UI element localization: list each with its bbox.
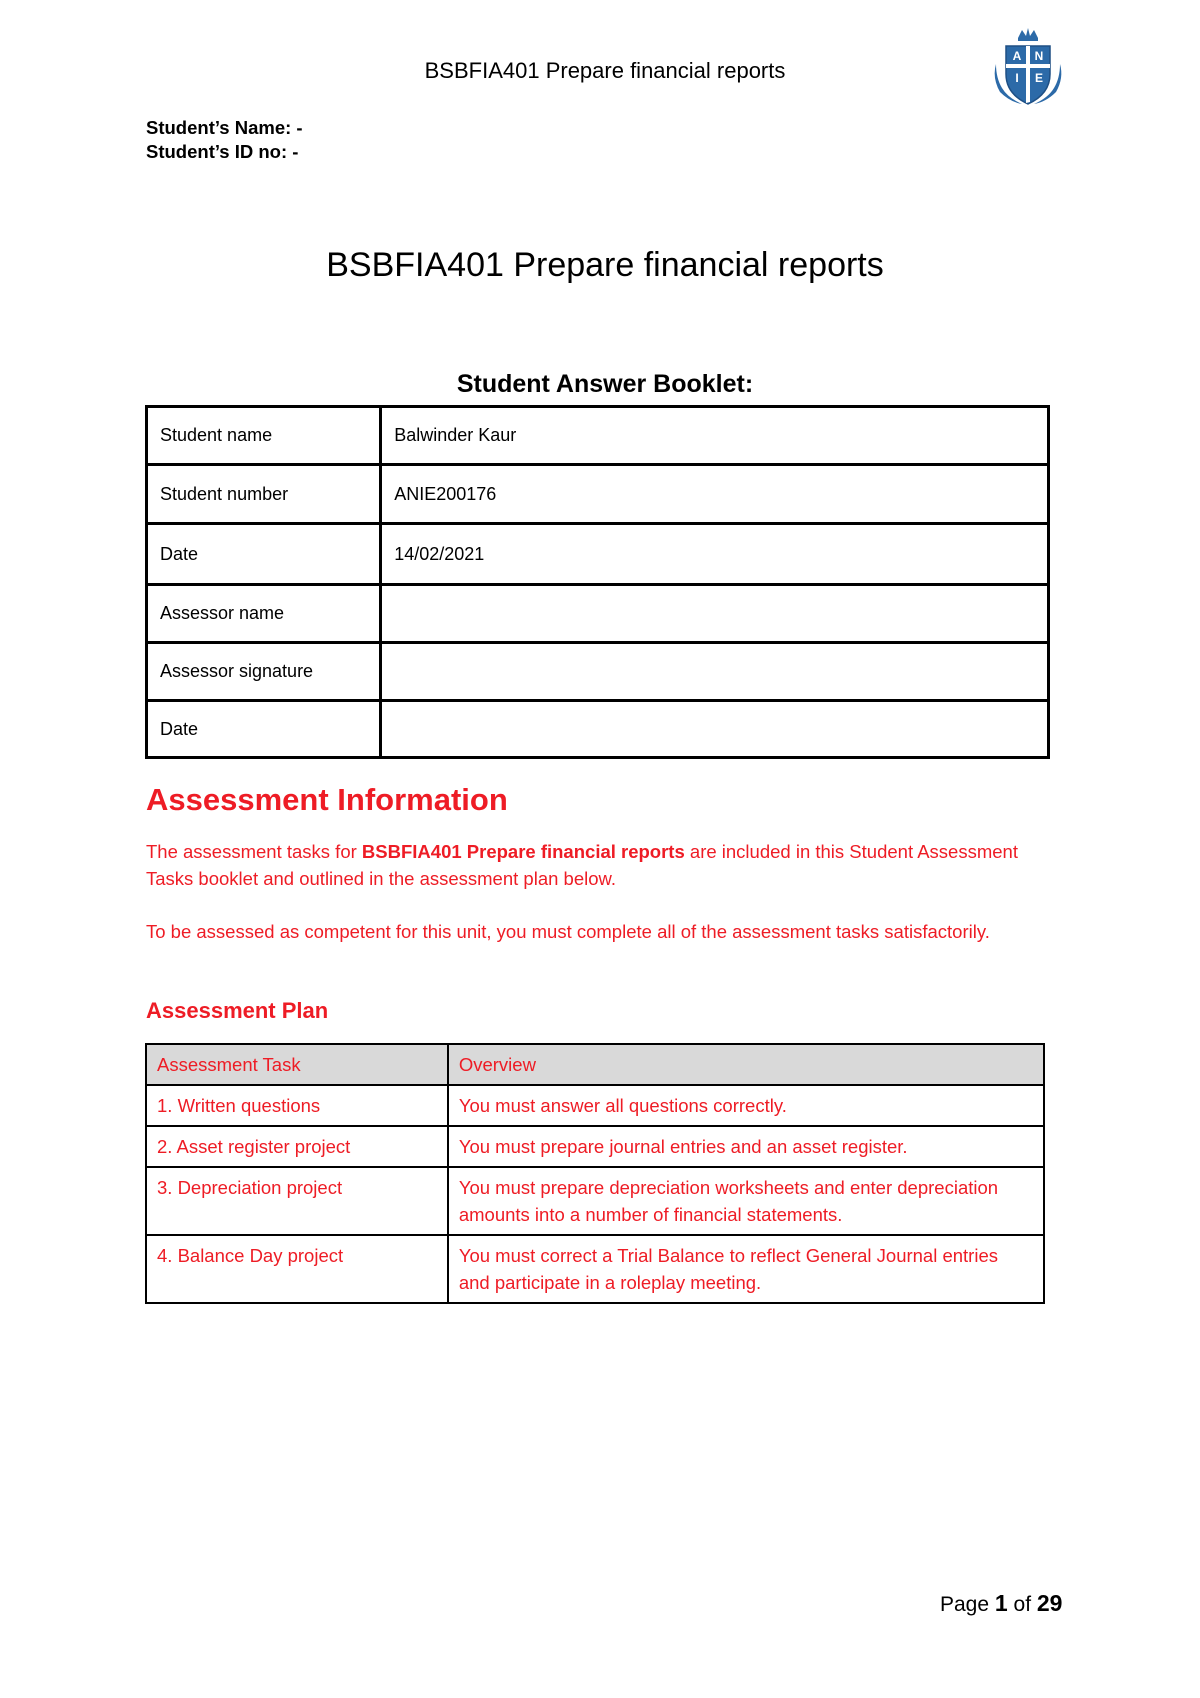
info-value[interactable]: ANIE200176: [381, 465, 1049, 524]
para1-text-end: are included in this Student Assessment Tasks booklet and outlined in the assessment plan below.: [146, 841, 1018, 889]
info-label: Assessor signature: [147, 643, 381, 701]
info-row: [147, 407, 1049, 465]
page-title: BSBFIA401 Prepare financial reports: [326, 246, 884, 284]
info-value[interactable]: [381, 643, 1049, 701]
info-row: [147, 701, 1049, 758]
plan-task: 2. Asset register project: [146, 1126, 448, 1167]
header-title: BSBFIA401 Prepare financial reports: [424, 58, 786, 83]
info-value[interactable]: [381, 701, 1049, 758]
total-pages: 29: [1036, 1590, 1063, 1616]
info-label: Date: [147, 524, 381, 585]
info-label: Assessor name: [147, 585, 381, 643]
assessment-info-paragraph-2: To be assessed as competent for this unit, you must complete all of the assessment tasks satisfactorily.: [146, 921, 990, 942]
of-word: of: [1013, 1593, 1032, 1616]
logo-letter-a: A: [1012, 49, 1022, 63]
plan-overview: You must correct a Trial Balance to reflect General Journal entries and participate in a roleplay meeting.: [448, 1235, 1044, 1303]
info-value[interactable]: [381, 585, 1049, 643]
plan-overview: You must answer all questions correctly.: [448, 1085, 1044, 1126]
student-details: [146, 116, 303, 164]
assessment-information-heading: Assessment Information: [146, 782, 508, 817]
anie-logo: [986, 24, 1070, 112]
column-header-task: Assessment Task: [146, 1044, 448, 1085]
info-row: [147, 524, 1049, 585]
para1-text-start: The assessment tasks for: [146, 841, 362, 862]
table-row: [146, 1235, 1044, 1303]
logo-letter-n: N: [1034, 49, 1044, 63]
plan-task: 4. Balance Day project: [146, 1235, 448, 1303]
booklet-heading: Student Answer Booklet:: [456, 370, 754, 398]
student-name-line: Student’s Name: -: [146, 117, 303, 138]
table-row: [146, 1126, 1044, 1167]
table-row: [146, 1085, 1044, 1126]
current-page: 1: [994, 1590, 1008, 1616]
info-row: [147, 585, 1049, 643]
student-id-line: Student’s ID no: -: [146, 141, 299, 162]
page-number: [940, 1590, 1062, 1617]
info-value[interactable]: Balwinder Kaur: [381, 407, 1049, 465]
logo-letter-e: E: [1034, 71, 1044, 85]
info-label: Student name: [147, 407, 381, 465]
column-header-overview: Overview: [448, 1044, 1044, 1085]
plan-overview: You must prepare journal entries and an asset register.: [448, 1126, 1044, 1167]
student-info-table: [145, 405, 1050, 759]
page-word: Page: [940, 1593, 990, 1616]
info-row: [147, 643, 1049, 701]
assessment-info-paragraph-1: [146, 838, 1026, 892]
plan-overview: You must prepare depreciation worksheets and enter depreciation amounts into a number of financial statements.: [448, 1167, 1044, 1235]
plan-task: 1. Written questions: [146, 1085, 448, 1126]
table-row: [146, 1167, 1044, 1235]
logo-letter-i: I: [1015, 71, 1019, 85]
info-row: [147, 465, 1049, 524]
para1-unit-name: BSBFIA401 Prepare financial reports: [361, 841, 685, 862]
plan-task: 3. Depreciation project: [146, 1167, 448, 1235]
info-value[interactable]: 14/02/2021: [381, 524, 1049, 585]
info-label: Student number: [147, 465, 381, 524]
plan-header-row: [146, 1044, 1044, 1085]
info-label: Date: [147, 701, 381, 758]
assessment-plan-table: [145, 1043, 1045, 1304]
assessment-plan-heading: Assessment Plan: [146, 998, 329, 1023]
